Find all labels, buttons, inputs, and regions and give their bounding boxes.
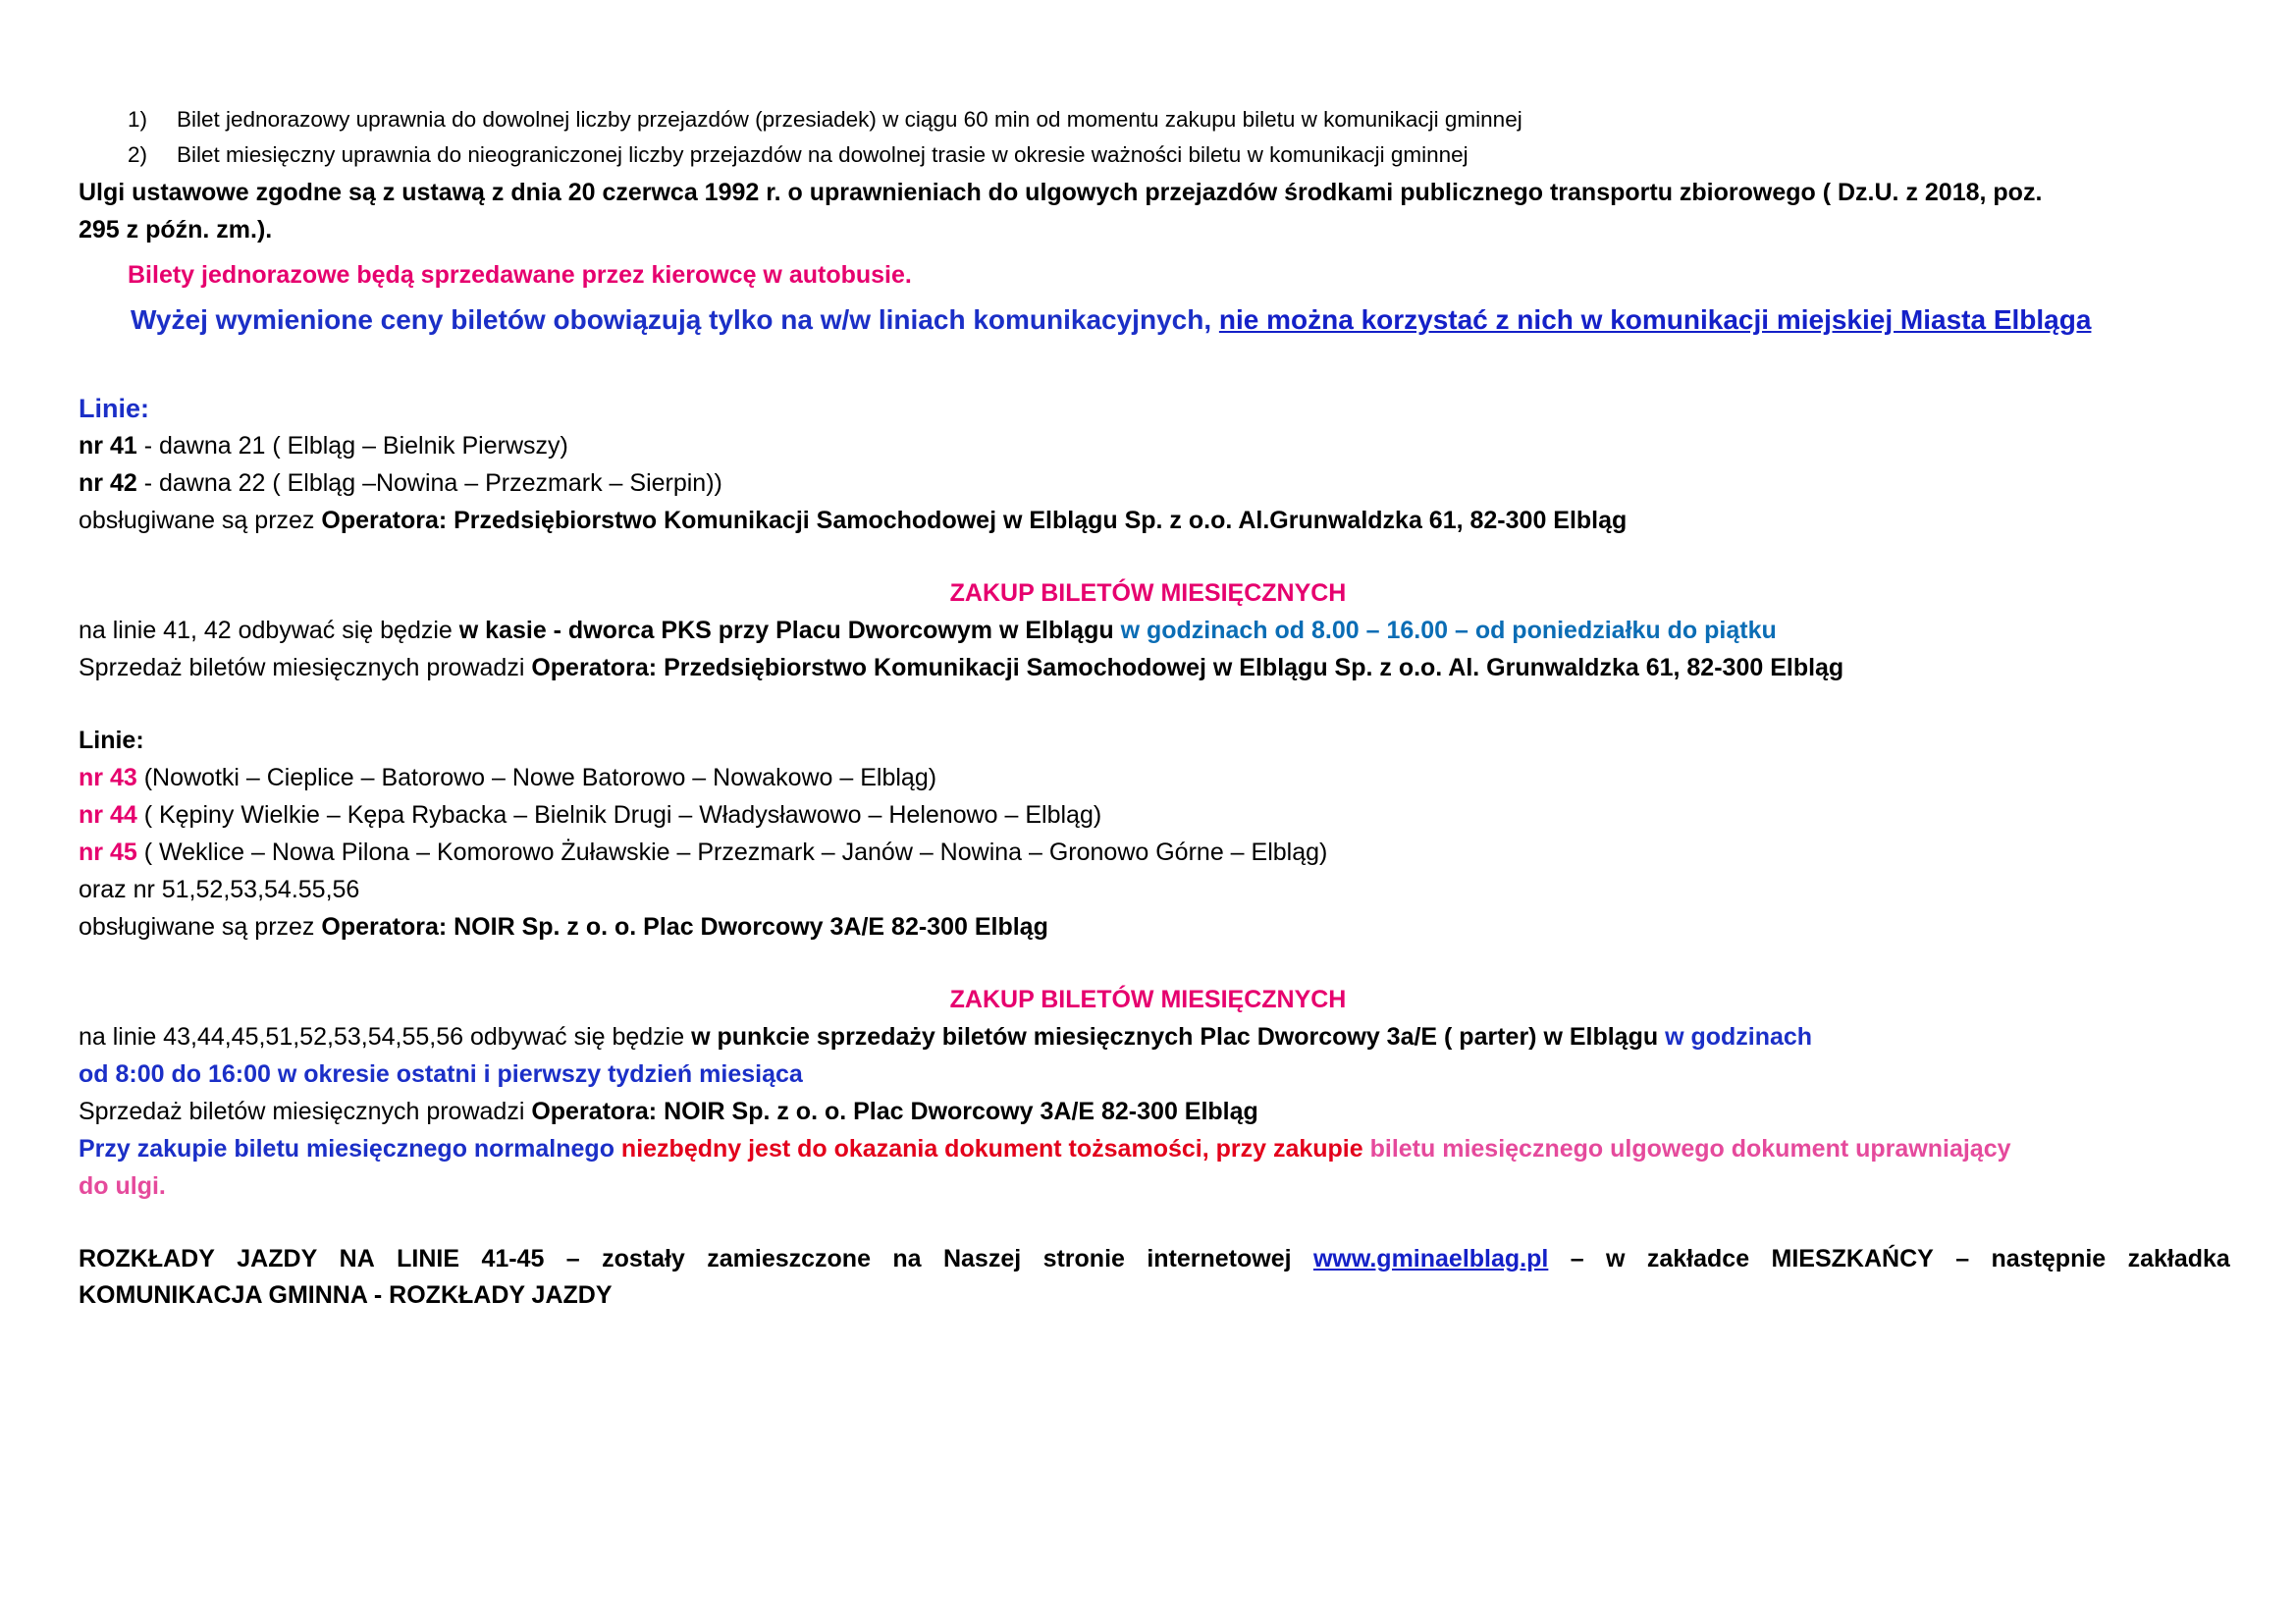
note-text: Bilet miesięczny uprawnia do nieograniczonej liczby przejazdów na dowolnej trasie w okresie ważności biletu w komunikacji gminnej xyxy=(177,142,1468,167)
note-number: 2) xyxy=(128,142,148,167)
word: stronie xyxy=(1042,1245,1125,1272)
sales-operator: Operatora: Przedsiębiorstwo Komunikacji Samochodowej w Elblągu Sp. z o.o. Al. Grunwaldzka 61, 82-300 Elbląg xyxy=(531,654,1844,681)
prices-notice xyxy=(131,300,2091,340)
operator-name: Operatora: Przedsiębiorstwo Komunikacji Samochodowej w Elblągu Sp. z o.o. Al.Grunwaldzka 61, 82-300 Elbląg xyxy=(321,507,1628,534)
sales-prefix: Sprzedaż biletów miesięcznych prowadzi xyxy=(79,1098,532,1125)
line-number: nr 42 xyxy=(79,469,137,497)
line-route: - dawna 22 ( Elbląg –Nowina – Przezmark – Sierpin)) xyxy=(136,469,722,497)
ulgi-line-1: Ulgi ustawowe zgodne są z ustawą z dnia 20 czerwca 1992 r. o uprawnieniach do ulgowych przejazdów środkami publicznego transportu zbiorowego ( Dz.U. z 2018, poz. xyxy=(79,179,2043,206)
word: – xyxy=(565,1245,580,1272)
section1-purchase-info xyxy=(79,613,1777,648)
section2-purchase-info xyxy=(79,1019,1812,1055)
purchase-hours: w godzinach od 8.00 – 16.00 – od poniedziałku do piątku xyxy=(1113,617,1777,644)
line-number: nr 45 xyxy=(79,839,137,866)
word: NA xyxy=(339,1245,375,1272)
word: LINIE xyxy=(397,1245,460,1272)
section1-line-41 xyxy=(79,428,568,463)
word: JAZDY xyxy=(237,1245,318,1272)
word: zostały xyxy=(602,1245,685,1272)
line-route: ( Kępiny Wielkie – Kępa Rybacka – Bielnik Drugi – Władysławowo – Helenowo – Elbląg) xyxy=(136,801,1102,829)
word: MIESZKAŃCY xyxy=(1771,1245,1934,1272)
word: zakładka xyxy=(2127,1245,2230,1272)
word: Naszej xyxy=(942,1245,1022,1272)
word: na xyxy=(892,1245,922,1272)
timetables-line-2: KOMUNIKACJA GMINNA - ROZKŁADY JAZDY xyxy=(79,1281,613,1309)
line-route: ( Weklice – Nowa Pilona – Komorowo Żuławskie – Przezmark – Janów – Nowina – Gronowo Górne – Elbląg) xyxy=(136,839,1328,866)
section2-sales xyxy=(79,1094,1258,1129)
word: zakładce xyxy=(1646,1245,1750,1272)
timetables-notice xyxy=(79,1241,2230,1314)
section2-line-44 xyxy=(79,797,1101,833)
note-text: Bilet jednorazowy uprawnia do dowolnej liczby przejazdów (przesiadek) w ciągu 60 min od momentu zakupu biletu w komunikacji gminnej xyxy=(177,107,1522,132)
operator-name: Operatora: NOIR Sp. z o. o. Plac Dworcowy 3A/E 82-300 Elbląg xyxy=(321,913,1048,941)
sales-operator: Operatora: NOIR Sp. z o. o. Plac Dworcowy 3A/E 82-300 Elbląg xyxy=(531,1098,1258,1125)
purchase-place: w punkcie sprzedaży biletów miesięcznych Plac Dworcowy 3a/E ( parter) w Elblągu xyxy=(691,1023,1659,1051)
word: w xyxy=(1606,1245,1626,1272)
ulgi-line-2: 295 z późn. zm.). xyxy=(79,216,273,244)
purchase-place: w kasie - dworca PKS przy Placu Dworcowym w Elblągu xyxy=(458,617,1114,644)
sales-prefix: Sprzedaż biletów miesięcznych prowadzi xyxy=(79,654,532,681)
purchase-text: na linie 41, 42 odbywać się będzie xyxy=(79,617,459,644)
word: internetowej xyxy=(1147,1245,1292,1272)
docs-identity: niezbędny jest do okazania dokument tożsamości, przy zakupie xyxy=(620,1135,1363,1163)
word: 41-45 xyxy=(481,1245,545,1272)
section2-purchase-hours-cont: od 8:00 do 16:00 w okresie ostatni i pierwszy tydzień miesiąca xyxy=(79,1060,803,1088)
line-number: nr 43 xyxy=(79,764,137,791)
single-tickets-notice: Bilety jednorazowe będą sprzedawane przez kierowcę w autobusie. xyxy=(128,261,912,289)
purchase-hours: w godzinach xyxy=(1658,1023,1813,1051)
line-number: nr 44 xyxy=(79,801,137,829)
word: – xyxy=(1570,1245,1584,1272)
word: ROZKŁADY xyxy=(79,1245,215,1272)
section2-operator xyxy=(79,909,1048,945)
section1-sales xyxy=(79,650,1843,685)
docs-reduced: biletu miesięcznego ulgowego dokument uprawniający xyxy=(1362,1135,2011,1163)
section2-line-45 xyxy=(79,835,1327,870)
website-link[interactable]: www.gminaelblag.pl xyxy=(1312,1245,1549,1272)
operator-prefix: obsługiwane są przez xyxy=(79,913,322,941)
section1-line-42 xyxy=(79,465,722,501)
note-number: 1) xyxy=(128,107,148,132)
section2-heading: Linie: xyxy=(79,727,144,754)
word: – xyxy=(1955,1245,1970,1272)
section1-operator xyxy=(79,503,1627,538)
note-item-1 xyxy=(128,102,1522,137)
purchase-text: na linie 43,44,45,51,52,53,54,55,56 odbywać się będzie xyxy=(79,1023,692,1051)
section2-purchase-heading: ZAKUP BILETÓW MIESIĘCZNYCH xyxy=(949,986,1347,1013)
prices-notice-text: Wyżej wymienione ceny biletów obowiązują tylko na w/w liniach komunikacyjnych, xyxy=(131,304,1212,335)
line-route: (Nowotki – Cieplice – Batorowo – Nowe Batorowo – Nowakowo – Elbląg) xyxy=(136,764,937,791)
section1-purchase-heading: ZAKUP BILETÓW MIESIĘCZNYCH xyxy=(949,579,1347,607)
line-route: - dawna 21 ( Elbląg – Bielnik Pierwszy) xyxy=(136,432,568,460)
line-number: nr 41 xyxy=(79,432,137,460)
word: zamieszczone xyxy=(707,1245,871,1272)
prices-notice-underlined: nie można korzystać z nich w komunikacji miejskiej Miasta Elbląga xyxy=(1218,304,2092,335)
operator-prefix: obsługiwane są przez xyxy=(79,507,322,534)
section2-documents-notice xyxy=(79,1131,2011,1166)
section2-additional-lines: oraz nr 51,52,53,54.55,56 xyxy=(79,876,360,903)
word: następnie xyxy=(1991,1245,2107,1272)
section2-documents-cont: do ulgi. xyxy=(79,1172,166,1200)
note-item-2 xyxy=(128,137,1468,173)
section2-line-43 xyxy=(79,760,936,795)
section1-heading: Linie: xyxy=(79,394,149,423)
timetables-line-1 xyxy=(79,1241,2230,1277)
docs-normal: Przy zakupie biletu miesięcznego normalnego xyxy=(79,1135,621,1163)
